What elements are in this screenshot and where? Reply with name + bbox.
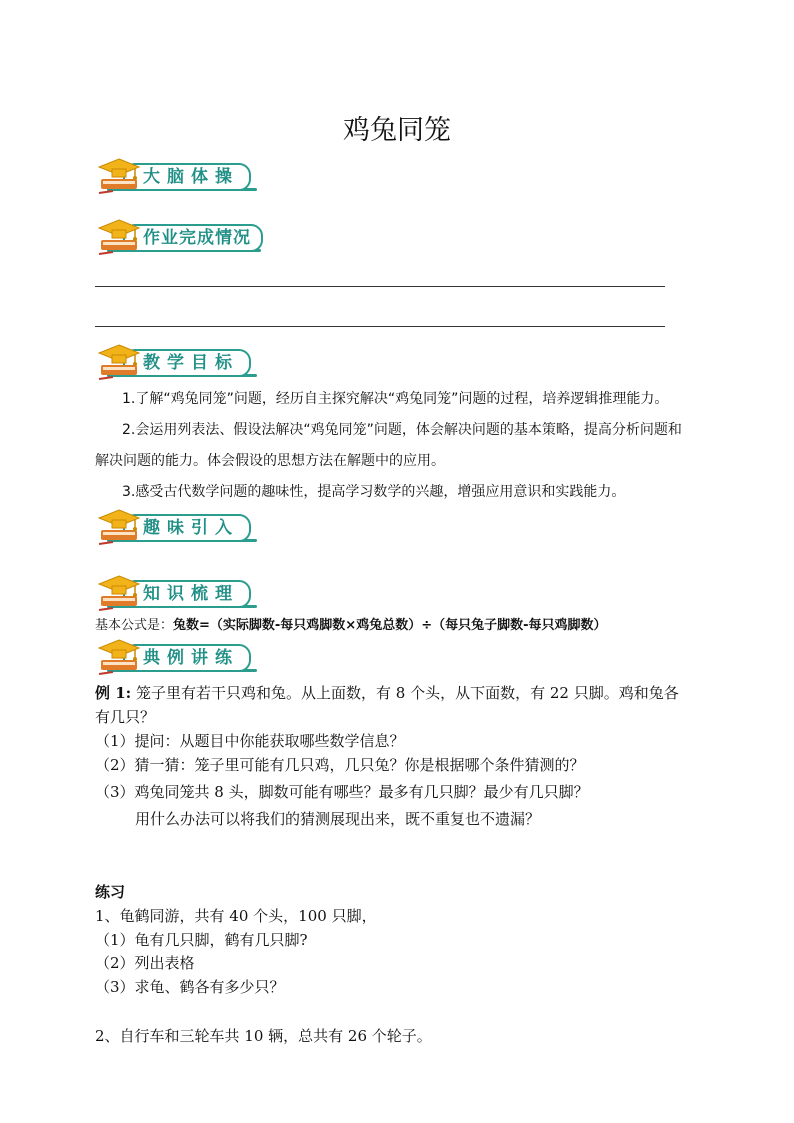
goal-3: 3.感受古代数学问题的趣味性，提高学习数学的兴趣，增强应用意识和实践能力。 <box>122 484 626 500</box>
graduation-book-icon <box>97 155 145 197</box>
section-label: 趣味引入 <box>123 514 251 542</box>
graduation-book-icon <box>97 636 145 678</box>
answer-line <box>95 286 665 287</box>
goal-1: 1.了解“鸡兔同笼”问题，经历自主探究解决“鸡兔同笼”问题的过程，培养逻辑推理能力。 <box>122 391 669 407</box>
example-question-1: （1）提问：从题目中你能获取哪些数学信息？ <box>95 732 405 750</box>
example-question-2: （2）猜一猜：笼子里可能有几只鸡，几只兔？你是根据哪个条件猜测的？ <box>95 756 585 774</box>
formula <box>95 616 607 636</box>
example-label: 例 1: <box>95 684 132 702</box>
answer-line <box>95 326 665 327</box>
graduation-book-icon <box>97 506 145 548</box>
formula-text: 兔数=（实际脚数-每只鸡脚数×鸡兔总数）÷（每只兔子脚数-每只鸡脚数） <box>173 618 607 633</box>
practice-1-b: （2）列出表格 <box>95 954 195 972</box>
section-header-homework <box>97 216 267 256</box>
section-label: 教学目标 <box>123 349 251 377</box>
goal-2: 2.会运用列表法、假设法解决“鸡兔同笼”问题，体会解决问题的基本策略，提高分析问题和 <box>122 422 682 438</box>
section-label: 知识梳理 <box>123 580 251 608</box>
section-header-examples <box>97 636 263 676</box>
example-1-line-2: 有几只？ <box>95 708 156 726</box>
graduation-book-icon <box>97 572 145 614</box>
practice-2: 2、自行车和三轮车共 10 辆，总共有 26 个轮子。 <box>95 1027 432 1045</box>
section-label: 大脑体操 <box>123 163 251 191</box>
section-header-intro <box>97 506 263 546</box>
practice-1-a: （1）龟有几只脚，鹤有几只脚? <box>95 931 308 949</box>
section-header-knowledge <box>97 572 263 612</box>
practice-heading: 练习 <box>95 883 126 901</box>
section-label: 作业完成情况 <box>123 224 263 252</box>
graduation-book-icon <box>97 341 145 383</box>
practice-1-c: （3）求龟、鹤各有多少只？ <box>95 978 285 996</box>
example-question-3-continued: 用什么办法可以将我们的猜测展现出来，既不重复也不遗漏？ <box>135 810 541 828</box>
section-header-goals <box>97 341 263 381</box>
section-label: 典例讲练 <box>123 644 251 672</box>
example-text: 笼子里有若干只鸡和兔。从上面数，有 8 个头，从下面数，有 22 只脚。鸡和兔各 <box>135 684 679 702</box>
example-1-line-1 <box>95 682 679 704</box>
section-header-warmup <box>97 155 263 195</box>
example-question-3: （3）鸡兔同笼共 8 头，脚数可能有哪些？最多有几只脚？最少有几只脚？ <box>95 783 589 801</box>
goal-2-continued: 解决问题的能力。体会假设的思想方法在解题中的应用。 <box>95 453 445 469</box>
formula-label: 基本公式是： <box>95 618 174 633</box>
page-title: 鸡兔同笼 <box>343 115 451 146</box>
graduation-book-icon <box>97 216 145 258</box>
practice-1: 1、龟鹤同游，共有 40 个头，100 只脚， <box>95 907 377 925</box>
